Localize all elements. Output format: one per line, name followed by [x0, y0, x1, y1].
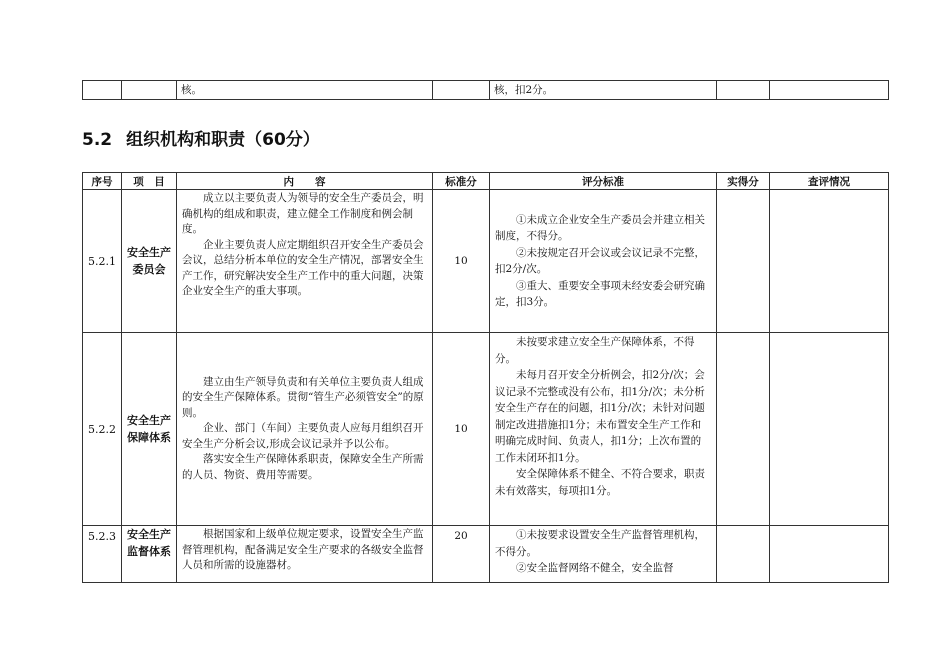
- scoring-table: [82, 172, 889, 583]
- content-para: 建立由生产领导负责和有关单位主要负责人组成的安全生产保障体系。贯彻“管生产必须管安全”的原则。: [182, 375, 424, 419]
- criteria-para: ③重大、重要安全事项未经安委会研究确定，扣3分。: [495, 279, 705, 308]
- criteria-para: 未每月召开安全分析例会，扣2分/次；会议记录不完整或没有公布，扣1分/次；未分析安全生产存在的问题，扣1分/次；未针对问题制定改进措施扣1分；未布置安全生产工作和明确完成时间、负责人，扣1分；上次布置的工作未闭环扣1分。: [495, 369, 705, 464]
- table-row: [83, 81, 889, 100]
- content-para: 落实安全生产保障体系职责，保障安全生产所需的人员、物资、费用等需要。: [182, 453, 424, 481]
- table-header-row: [83, 173, 889, 190]
- cell-content-tail: 核。: [177, 81, 433, 100]
- row-item: 安全生产委员会: [122, 190, 177, 333]
- cell-no: [83, 81, 122, 100]
- table-row: [83, 526, 889, 583]
- criteria-para: ②未按规定召开会议或会议记录不完整，扣2分/次。: [495, 246, 705, 275]
- row-actual[interactable]: [717, 190, 770, 333]
- criteria-para: ①未成立企业安全生产委员会并建立相关制度，不得分。: [495, 213, 705, 242]
- criteria-para: 安全保障体系不健全、不符合要求，职责未有效落实，每项扣1分。: [495, 468, 705, 497]
- row-item: 安全生产监督体系: [122, 526, 177, 583]
- content-para: 企业主要负责人应定期组织召开安全生产委员会会议，总结分析本单位的安全生产情况，部署安全生产工作，研究解决安全生产工作中的重大问题，决策企业安全生产的重大事项。: [182, 238, 424, 297]
- header-actual: 实得分: [717, 173, 770, 190]
- table-row: [83, 333, 889, 526]
- criteria-para: 未按要求建立安全生产保障体系，不得分。: [495, 336, 695, 365]
- section-heading: [82, 125, 320, 150]
- content-para: 企业、部门（车间）主要负责人应每月组织召开安全生产分析会议,形成会议记录并予以公布。: [182, 422, 424, 450]
- row-content: [177, 526, 433, 583]
- header-content: 内 容: [177, 173, 433, 190]
- header-item: 项 目: [122, 173, 177, 190]
- section-number: 5.2: [82, 130, 113, 150]
- row-actual[interactable]: [717, 333, 770, 526]
- continued-table: [82, 80, 889, 100]
- cell-review: [770, 81, 889, 100]
- content-para: 根据国家和上级单位规定要求，设置安全生产监督管理机构，配备满足安全生产要求的各级安全监督人员和所需的设施器材。: [182, 528, 424, 571]
- criteria-para: ②安全监督网络不健全，安全监督: [516, 562, 674, 574]
- row-review[interactable]: [770, 190, 889, 333]
- row-criteria: [490, 333, 717, 526]
- row-criteria: [490, 526, 717, 583]
- row-std-score: 10: [433, 190, 490, 333]
- row-std-score: 20: [433, 526, 490, 583]
- cell-item: [122, 81, 177, 100]
- row-criteria: [490, 190, 717, 333]
- cell-criteria-tail: 核，扣2分。: [490, 81, 717, 100]
- row-review[interactable]: [770, 526, 889, 583]
- section-title: 组织机构和职责（60分）: [126, 130, 320, 150]
- row-review[interactable]: [770, 333, 889, 526]
- row-no: 5.2.2: [83, 333, 122, 526]
- row-no: 5.2.1: [83, 190, 122, 333]
- header-no: 序号: [83, 173, 122, 190]
- row-actual[interactable]: [717, 526, 770, 583]
- header-criteria: 评分标准: [490, 173, 717, 190]
- table-row: [83, 190, 889, 333]
- criteria-para: ①未按要求设置安全生产监督管理机构，不得分。: [495, 529, 705, 558]
- content-para: 成立以主要负责人为领导的安全生产委员会，明确机构的组成和职责，建立健全工作制度和例会制度。: [182, 192, 424, 235]
- row-std-score: 10: [433, 333, 490, 526]
- row-content: [177, 190, 433, 333]
- row-item: 安全生产保障体系: [122, 333, 177, 526]
- row-content: [177, 333, 433, 526]
- cell-std-score: [433, 81, 490, 100]
- row-no: 5.2.3: [83, 526, 122, 583]
- header-review: 查评情况: [770, 173, 889, 190]
- header-std-score: 标准分: [433, 173, 490, 190]
- cell-actual: [717, 81, 770, 100]
